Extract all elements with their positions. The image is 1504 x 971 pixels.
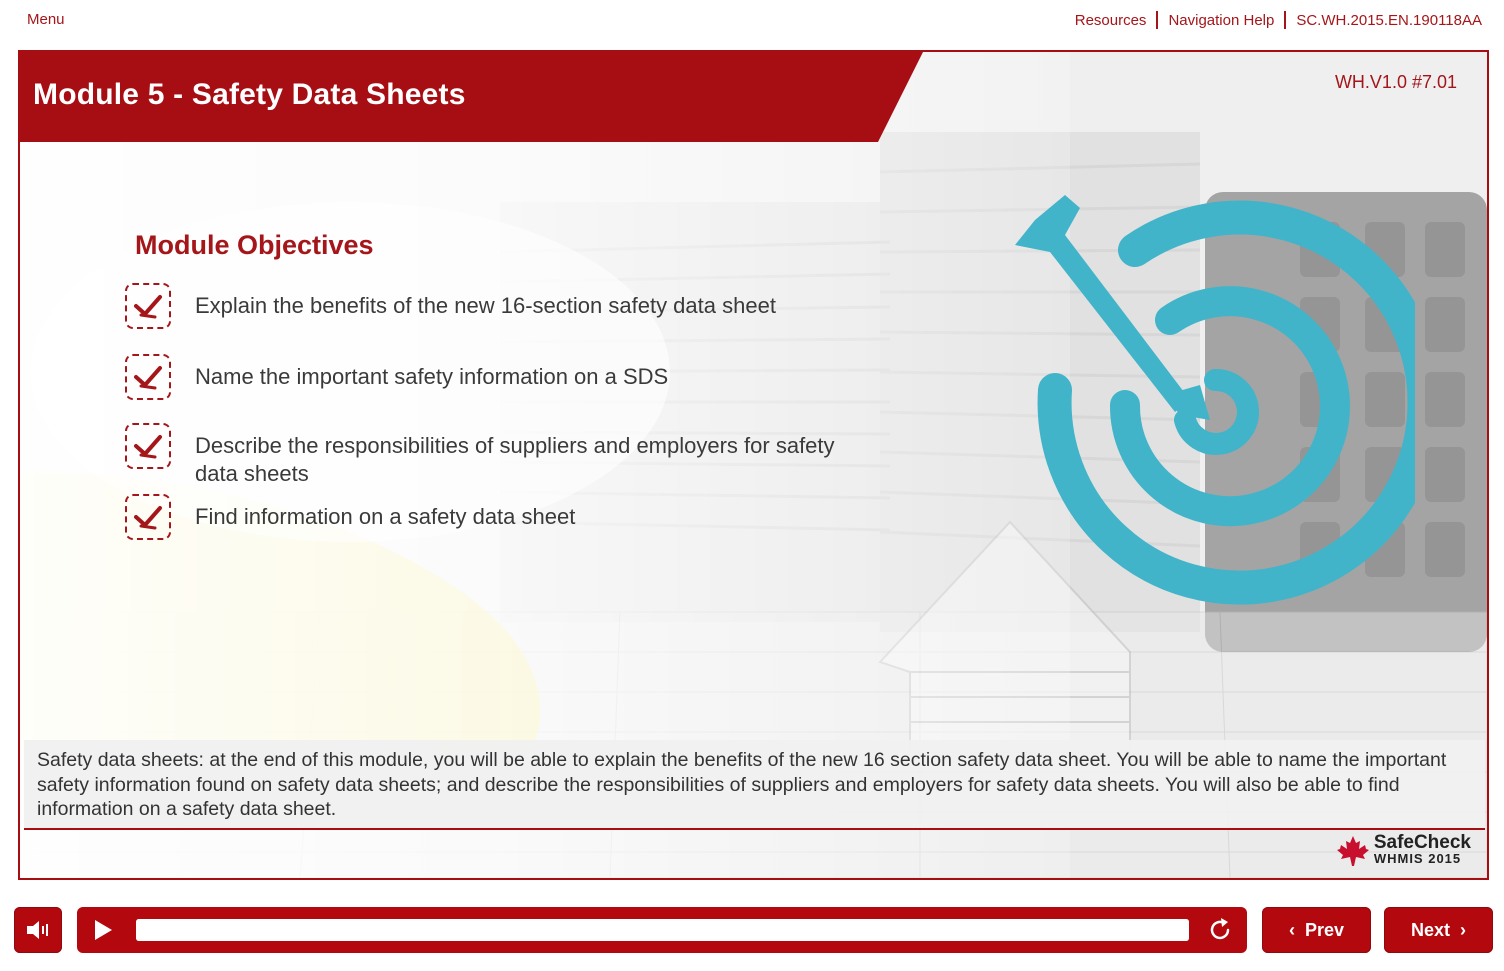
next-label: Next bbox=[1410, 919, 1450, 940]
slide-frame bbox=[18, 50, 1489, 880]
slide-code: WH.V1.0 #7.01 bbox=[1334, 72, 1457, 92]
checkbox-icon bbox=[125, 494, 171, 540]
top-bar bbox=[0, 0, 1504, 44]
logo-brand: SafeCheck bbox=[1373, 832, 1471, 853]
prev-button[interactable] bbox=[1262, 907, 1371, 953]
course-code: SC.WH.2015.EN.190118AA bbox=[1296, 11, 1482, 29]
objective-item bbox=[125, 283, 845, 329]
divider bbox=[1156, 11, 1158, 29]
maple-leaf-icon bbox=[1336, 834, 1370, 868]
menu-link[interactable]: Menu bbox=[27, 11, 65, 28]
replay-icon[interactable] bbox=[1207, 917, 1233, 943]
objective-text: Explain the benefits of the new 16-section safety data sheet bbox=[195, 293, 776, 318]
logo-subtitle: WHMIS 2015 bbox=[1373, 851, 1462, 866]
chevron-right-icon: › bbox=[1460, 919, 1466, 940]
next-button[interactable] bbox=[1384, 907, 1493, 953]
objective-item bbox=[125, 354, 845, 400]
objective-item bbox=[125, 423, 845, 488]
chevron-left-icon: ‹ bbox=[1288, 919, 1295, 940]
objective-text: Find information on a safety data sheet bbox=[195, 504, 576, 529]
objective-item bbox=[125, 494, 845, 540]
objective-text: Describe the responsibilities of suppliers and employers for safety data sheets bbox=[195, 433, 835, 486]
progress-bar[interactable] bbox=[136, 919, 1189, 941]
checkbox-icon bbox=[125, 423, 171, 469]
module-title: Module 5 - Safety Data Sheets bbox=[33, 78, 466, 111]
safecheck-logo bbox=[1336, 834, 1471, 868]
progress-fill bbox=[136, 919, 1189, 941]
volume-button[interactable] bbox=[14, 907, 62, 953]
divider bbox=[1284, 11, 1286, 29]
objective-text: Name the important safety information on a SDS bbox=[195, 364, 669, 389]
checkbox-icon bbox=[125, 354, 171, 400]
transcript-text: Safety data sheets: at the end of this module, you will be able to explain the benefits of the new 16 section safety data sheet. You will be able to name the important safety information found on safety data sheets; and describe the responsibilities of suppliers and employers for safety data sheets. You will also be able to find information on a safety data sheet. bbox=[24, 740, 1485, 830]
checkbox-icon bbox=[125, 283, 171, 329]
target-arrow-icon bbox=[995, 190, 1415, 610]
player-bar bbox=[77, 907, 1247, 953]
volume-icon bbox=[25, 919, 51, 941]
top-links bbox=[1075, 11, 1482, 29]
objectives-heading: Module Objectives bbox=[135, 230, 374, 260]
play-icon[interactable] bbox=[93, 919, 113, 941]
navigation-help-link[interactable]: Navigation Help bbox=[1168, 11, 1275, 29]
resources-link[interactable]: Resources bbox=[1074, 11, 1147, 29]
prev-label: Prev bbox=[1304, 919, 1345, 940]
